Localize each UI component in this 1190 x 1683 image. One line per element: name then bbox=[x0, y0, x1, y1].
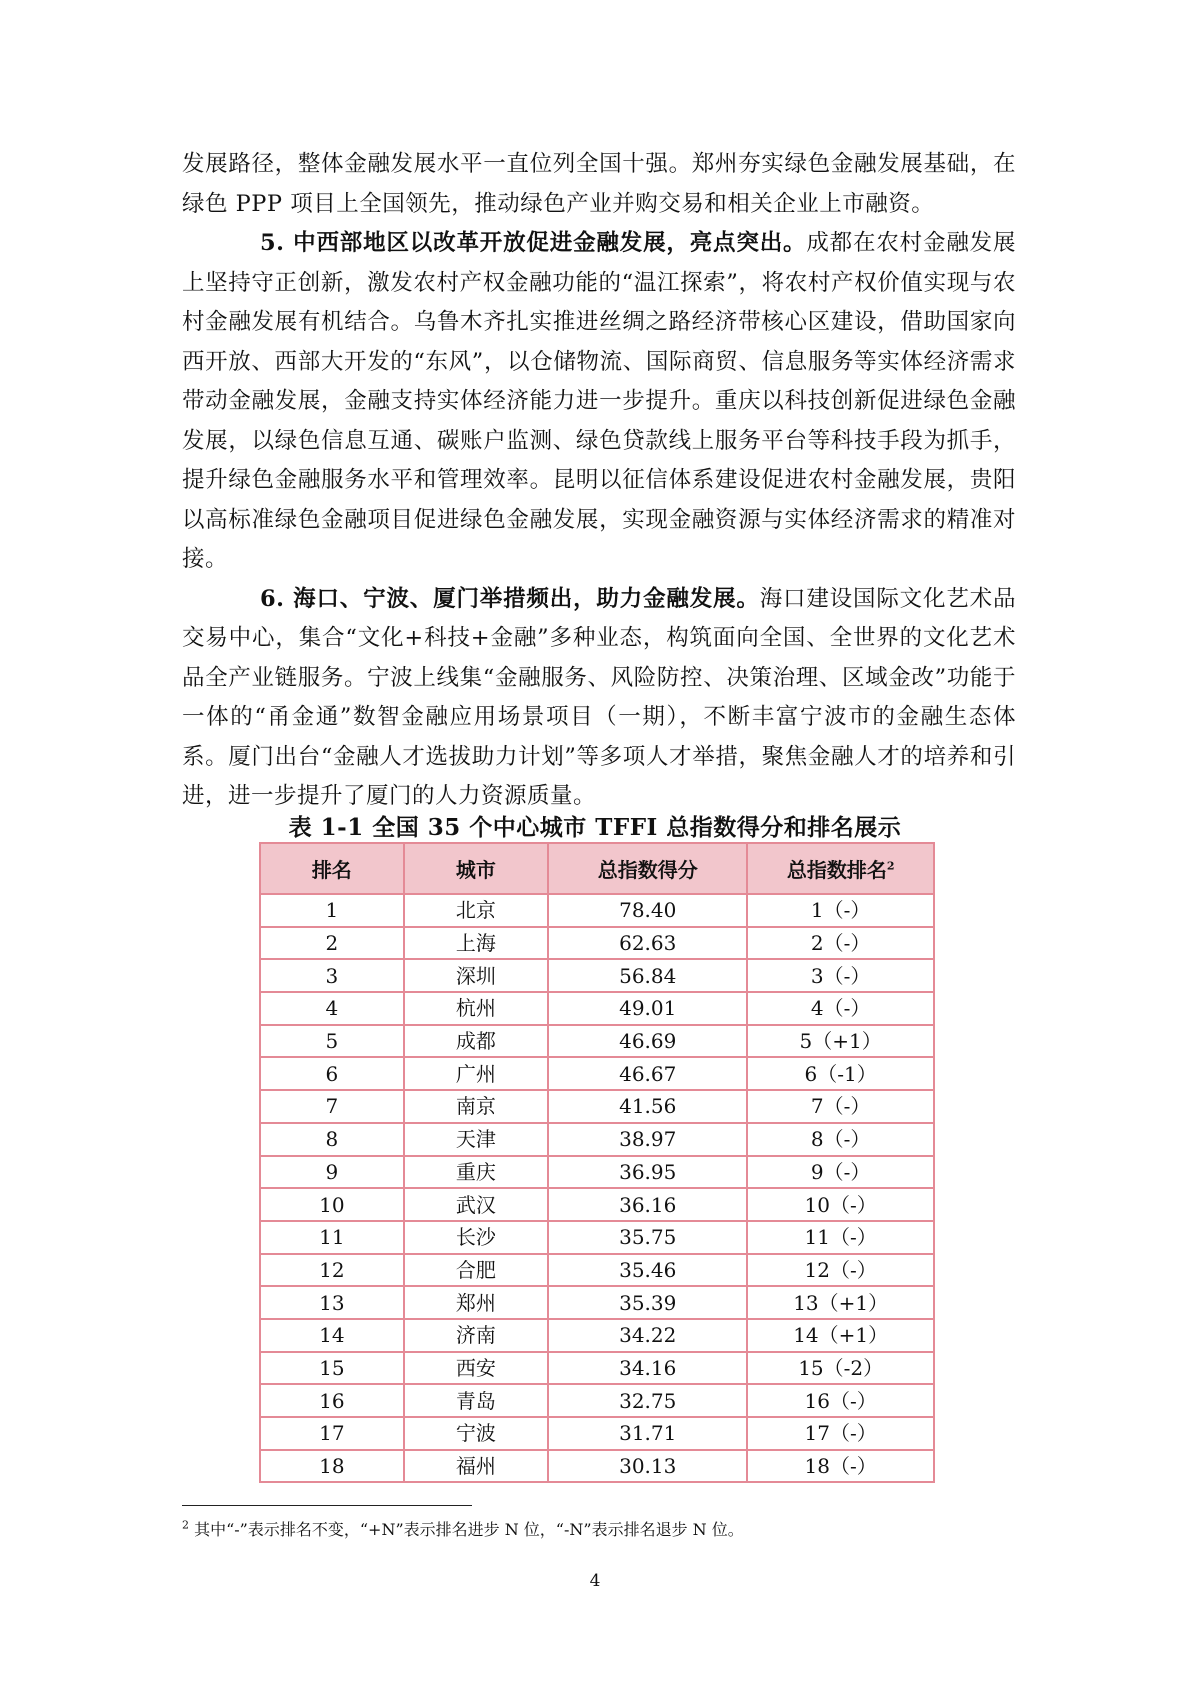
cell-rank: 16 bbox=[260, 1384, 404, 1417]
cell-city: 深圳 bbox=[404, 959, 549, 992]
cell-city: 北京 bbox=[404, 894, 549, 927]
cell-total-rank: 6（-1） bbox=[747, 1057, 934, 1090]
table-row bbox=[260, 1352, 934, 1385]
header-total-rank bbox=[747, 843, 934, 894]
cell-rank: 10 bbox=[260, 1188, 404, 1221]
table-row bbox=[260, 1319, 934, 1352]
footnote-ref: 2 bbox=[886, 859, 895, 873]
table-row bbox=[260, 1450, 934, 1483]
cell-city: 杭州 bbox=[404, 992, 549, 1025]
cell-rank: 7 bbox=[260, 1090, 404, 1123]
cell-total-rank: 7（-） bbox=[747, 1090, 934, 1123]
paragraph-5-text: 成都在农村金融发展上坚持守正创新，激发农村产权金融功能的“温江探索”，将农村产权价值实现与农村金融发展有机结合。乌鲁木齐扎实推进丝绸之路经济带核心区建设，借助国家向西开放、西部大开发的“东风”，以仓储物流、国际商贸、信息服务等实体经济需求带动金融发展，金融支持实体经济能力进一步提升。重庆以科技创新促进绿色金融发展，以绿色信息互通、碳账户监测、绿色贷款线上服务平台等科技手段为抓手，提升绿色金融服务水平和管理效率。昆明以征信体系建设促进农村金融发展，贵阳以高标准绿色金融项目促进绿色金融发展，实现金融资源与实体经济需求的精准对接。 bbox=[182, 230, 1016, 572]
cell-rank: 18 bbox=[260, 1450, 404, 1483]
table-row bbox=[260, 1057, 934, 1090]
header-rank: 排名 bbox=[260, 843, 404, 894]
cell-city: 西安 bbox=[404, 1352, 549, 1385]
cell-score: 41.56 bbox=[548, 1090, 747, 1123]
cell-score: 62.63 bbox=[548, 927, 747, 960]
footnote-rule bbox=[182, 1505, 472, 1506]
cell-total-rank: 5（+1） bbox=[747, 1025, 934, 1058]
cell-score: 35.46 bbox=[548, 1254, 747, 1287]
cell-score: 38.97 bbox=[548, 1123, 747, 1156]
cell-total-rank: 18（-） bbox=[747, 1450, 934, 1483]
cell-rank: 12 bbox=[260, 1254, 404, 1287]
header-score: 总指数得分 bbox=[548, 843, 747, 894]
table-row bbox=[260, 1221, 934, 1254]
cell-rank: 14 bbox=[260, 1319, 404, 1352]
cell-rank: 5 bbox=[260, 1025, 404, 1058]
cell-total-rank: 15（-2） bbox=[747, 1352, 934, 1385]
page-number: 4 bbox=[589, 1571, 601, 1591]
cell-total-rank: 4（-） bbox=[747, 992, 934, 1025]
cell-city: 青岛 bbox=[404, 1384, 549, 1417]
cell-total-rank: 3（-） bbox=[747, 959, 934, 992]
cell-score: 34.16 bbox=[548, 1352, 747, 1385]
paragraph-5-lead: 5. 中西部地区以改革开放促进金融发展，亮点突出。 bbox=[260, 230, 807, 256]
table-row bbox=[260, 1123, 934, 1156]
cell-score: 49.01 bbox=[548, 992, 747, 1025]
footnote-mark: 2 bbox=[182, 1518, 189, 1532]
table-row bbox=[260, 1417, 934, 1450]
table-row bbox=[260, 894, 934, 927]
paragraph-6-text: 海口建设国际文化艺术品交易中心，集合“文化+科技+金融”多种业态，构筑面向全国、全世界的文化艺术品全产业链服务。宁波上线集“金融服务、风险防控、决策治理、区域金改”功能于一体的“甬金通”数智金融应用场景项目（一期），不断丰富宁波市的金融生态体系。厦门出台“金融人才选拔助力计划”等多项人才举措，聚焦金融人才的培养和引进，进一步提升了厦门的人力资源质量。 bbox=[182, 585, 1016, 809]
cell-city: 南京 bbox=[404, 1090, 549, 1123]
cell-score: 31.71 bbox=[548, 1417, 747, 1450]
cell-score: 36.95 bbox=[548, 1156, 747, 1189]
cell-score: 35.75 bbox=[548, 1221, 747, 1254]
cell-city: 福州 bbox=[404, 1450, 549, 1483]
cell-total-rank: 9（-） bbox=[747, 1156, 934, 1189]
cell-rank: 6 bbox=[260, 1057, 404, 1090]
cell-city: 郑州 bbox=[404, 1286, 549, 1319]
cell-city: 成都 bbox=[404, 1025, 549, 1058]
cell-city: 长沙 bbox=[404, 1221, 549, 1254]
cell-score: 30.13 bbox=[548, 1450, 747, 1483]
paragraph-5 bbox=[182, 224, 1016, 580]
cell-total-rank: 14（+1） bbox=[747, 1319, 934, 1352]
cell-total-rank: 1（-） bbox=[747, 894, 934, 927]
cell-score: 46.69 bbox=[548, 1025, 747, 1058]
paragraph-6 bbox=[182, 580, 1016, 817]
cell-rank: 1 bbox=[260, 894, 404, 927]
cell-score: 56.84 bbox=[548, 959, 747, 992]
cell-score: 32.75 bbox=[548, 1384, 747, 1417]
table-row bbox=[260, 927, 934, 960]
table-row bbox=[260, 1384, 934, 1417]
cell-score: 34.22 bbox=[548, 1319, 747, 1352]
cell-rank: 15 bbox=[260, 1352, 404, 1385]
cell-rank: 8 bbox=[260, 1123, 404, 1156]
header-city: 城市 bbox=[404, 843, 549, 894]
table-row bbox=[260, 1188, 934, 1221]
table-row bbox=[260, 992, 934, 1025]
cell-rank: 11 bbox=[260, 1221, 404, 1254]
cell-score: 78.40 bbox=[548, 894, 747, 927]
cell-total-rank: 2（-） bbox=[747, 927, 934, 960]
table-row bbox=[260, 1090, 934, 1123]
cell-score: 36.16 bbox=[548, 1188, 747, 1221]
cell-city: 重庆 bbox=[404, 1156, 549, 1189]
cell-rank: 3 bbox=[260, 959, 404, 992]
cell-score: 35.39 bbox=[548, 1286, 747, 1319]
cell-city: 武汉 bbox=[404, 1188, 549, 1221]
header-total-rank-label: 总指数排名 bbox=[786, 858, 887, 882]
cell-rank: 9 bbox=[260, 1156, 404, 1189]
cell-total-rank: 11（-） bbox=[747, 1221, 934, 1254]
paragraph-6-lead: 6. 海口、宁波、厦门举措频出，助力金融发展。 bbox=[260, 585, 760, 612]
cell-city: 合肥 bbox=[404, 1254, 549, 1287]
table-caption: 表 1-1 全国 35 个中心城市 TFFI 总指数得分和排名展示 bbox=[288, 814, 902, 841]
paragraph-continued: 发展路径，整体金融发展水平一直位列全国十强。郑州夯实绿色金融发展基础，在绿色 PPP 项目上全国领先，推动绿色产业并购交易和相关企业上市融资。 bbox=[182, 151, 1016, 217]
cell-city: 天津 bbox=[404, 1123, 549, 1156]
table-header-row bbox=[260, 843, 934, 894]
cell-total-rank: 16（-） bbox=[747, 1384, 934, 1417]
cell-city: 宁波 bbox=[404, 1417, 549, 1450]
cell-total-rank: 13（+1） bbox=[747, 1286, 934, 1319]
cell-city: 上海 bbox=[404, 927, 549, 960]
cell-total-rank: 10（-） bbox=[747, 1188, 934, 1221]
table-row bbox=[260, 1254, 934, 1287]
cell-city: 广州 bbox=[404, 1057, 549, 1090]
footnote bbox=[182, 1518, 744, 1542]
cell-total-rank: 17（-） bbox=[747, 1417, 934, 1450]
body-text bbox=[182, 145, 1016, 817]
cell-rank: 2 bbox=[260, 927, 404, 960]
table-row bbox=[260, 959, 934, 992]
table-body bbox=[260, 894, 934, 1482]
cell-score: 46.67 bbox=[548, 1057, 747, 1090]
cell-rank: 17 bbox=[260, 1417, 404, 1450]
cell-total-rank: 12（-） bbox=[747, 1254, 934, 1287]
cell-rank: 4 bbox=[260, 992, 404, 1025]
cell-total-rank: 8（-） bbox=[747, 1123, 934, 1156]
cell-city: 济南 bbox=[404, 1319, 549, 1352]
table-row bbox=[260, 1286, 934, 1319]
table-row bbox=[260, 1025, 934, 1058]
ranking-table bbox=[259, 842, 935, 1483]
table-row bbox=[260, 1156, 934, 1189]
cell-rank: 13 bbox=[260, 1286, 404, 1319]
footnote-text: 其中“-”表示排名不变，“+N”表示排名进步 N 位，“-N”表示排名退步 N 位。 bbox=[194, 1520, 744, 1539]
